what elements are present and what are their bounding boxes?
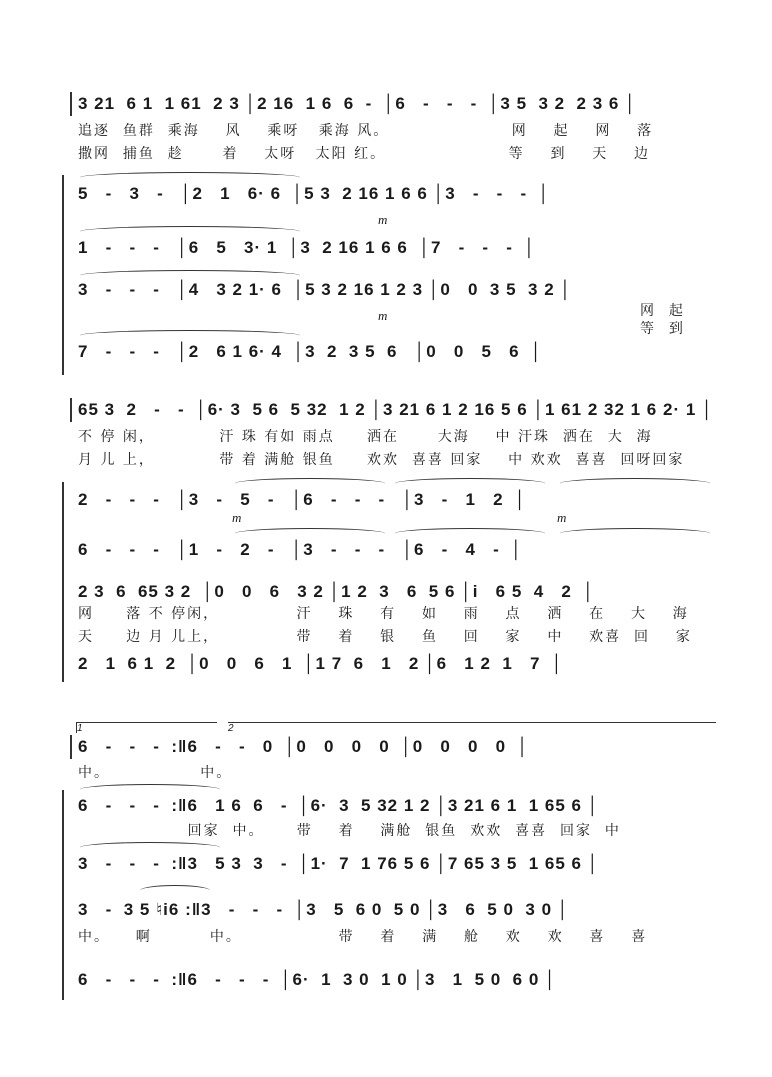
lyric-line: 中。 中。 bbox=[78, 765, 233, 781]
slur bbox=[560, 528, 710, 539]
ending-number: 1 bbox=[77, 723, 83, 734]
slur bbox=[80, 784, 220, 795]
dynamic-mark: m bbox=[232, 510, 242, 525]
voice-3-lyric-2: 天 边 月 儿上， 带 着 银 鱼 回 家 中 欢喜 回 家 bbox=[78, 629, 692, 645]
lyric-verse-2: 月 儿 上， 带 着 满舱 银鱼 欢欢 喜喜 回家 中 欢欢 喜喜 回呀回家 bbox=[78, 452, 685, 468]
voice-2-staff: 3 - - - :‖3 5 3 3 - │1· 7 1 76 5 6 │7 65 3 5 1 65 6 │ bbox=[78, 854, 600, 873]
voice-3-staff: 2 3 6 65 3 2 │0 0 6 3 2 │1 2 3 6 5 6 │i 6 5 4 2 │ bbox=[78, 582, 595, 601]
slur bbox=[80, 226, 300, 237]
voice-3-lyric: 中。 啊 中。 带 着 满 舱 欢 欢 喜 喜 bbox=[78, 929, 648, 945]
voice-1-staff: 2 - - - │3 - 5 - │6 - - - │3 - 1 2 │ bbox=[78, 490, 527, 509]
slur bbox=[395, 528, 545, 539]
slur bbox=[80, 172, 300, 183]
barline bbox=[70, 735, 72, 759]
voice-4-staff: 7 - - - │2 6 1 6· 4 │3 2 3 5 6 │0 0 5 6 │ bbox=[78, 342, 543, 361]
slur bbox=[235, 528, 385, 539]
melody-staff: 6 - - - :‖6 - - 0 │0 0 0 0 │0 0 0 0 │ bbox=[78, 737, 530, 756]
melody-staff: 3 21 6 1 1 61 2 3 │2 16 1 6 6 - │6 - - - │3 5 3 2 2 3 6 │ bbox=[78, 94, 637, 113]
voice-1-staff: 5 - 3 - │2 1 6· 6 │5 3 2 16 1 6 6 │3 - - - │ bbox=[78, 184, 551, 203]
slur bbox=[560, 478, 710, 489]
slur bbox=[80, 330, 300, 341]
second-ending-bracket bbox=[228, 722, 716, 733]
barline bbox=[70, 398, 72, 422]
choir-brace bbox=[62, 482, 64, 682]
lyric-verse-1: 追逐 鱼群 乘海 风 乘呀 乘海 风。 网 起 网 落 bbox=[78, 123, 654, 139]
voice-3-lyric-1: 网 起 bbox=[640, 303, 685, 319]
voice-3-lyric-1: 网 落 不 停闲， 汗 珠 有 如 雨 点 洒 在 大 海 bbox=[78, 606, 689, 622]
lyric-verse-2: 撒网 捕鱼 趁 着 太呀 太阳 红。 等 到 天 边 bbox=[78, 146, 651, 162]
barline bbox=[70, 92, 72, 116]
dynamic-mark: m bbox=[378, 308, 388, 323]
voice-3-staff: 3 - 3 5 ♮i6 :‖3 - - - │3 5 6 0 5 0 │3 6 5 0 3 0 │ bbox=[78, 900, 570, 919]
voice-1-lyric: 回家 中。 带 着 满舱 银鱼 欢欢 喜喜 回家 中 bbox=[78, 823, 621, 839]
dynamic-mark: m bbox=[557, 510, 567, 525]
slur bbox=[235, 478, 385, 489]
choir-brace bbox=[62, 790, 64, 1000]
voice-4-staff: 2 1 6 1 2 │0 0 6 1 │1 7 6 1 2 │6 1 2 1 7 │ bbox=[78, 654, 564, 673]
choir-brace bbox=[62, 175, 64, 375]
slur bbox=[80, 842, 220, 853]
voice-3-staff: 3 - - - │4 3 2 1· 6 │5 3 2 16 1 2 3 │0 0 3 5 3 2 │ bbox=[78, 280, 572, 299]
slur bbox=[140, 885, 210, 896]
voice-3-lyric-2: 等 到 bbox=[640, 321, 685, 337]
ending-number: 2 bbox=[228, 723, 234, 734]
voice-4-staff: 6 - - - :‖6 - - - │6· 1 3 0 1 0 │3 1 5 0 6 0 │ bbox=[78, 970, 557, 989]
voice-2-staff: 6 - - - │1 - 2 - │3 - - - │6 - 4 - │ bbox=[78, 540, 523, 559]
dynamic-mark: m bbox=[378, 212, 388, 227]
lyric-verse-1: 不 停 闲， 汗 珠 有如 雨点 洒在 大海 中 汗珠 洒在 大 海 bbox=[78, 429, 653, 445]
slur bbox=[395, 478, 545, 489]
voice-1-staff: 6 - - - :‖6 1 6 6 - │6· 3 5 32 1 2 │3 21 6 1 1 65 6 │ bbox=[78, 796, 600, 815]
first-ending-bracket bbox=[76, 722, 217, 733]
melody-staff: 65 3 2 - - │6· 3 5 6 5 32 1 2 │3 21 6 1 2 16 5 6 │1 61 2 32 1 6 2· 1 │ bbox=[78, 400, 714, 419]
voice-2-staff: 1 - - - │6 5 3· 1 │3 2 16 1 6 6 │7 - - - │ bbox=[78, 238, 536, 257]
